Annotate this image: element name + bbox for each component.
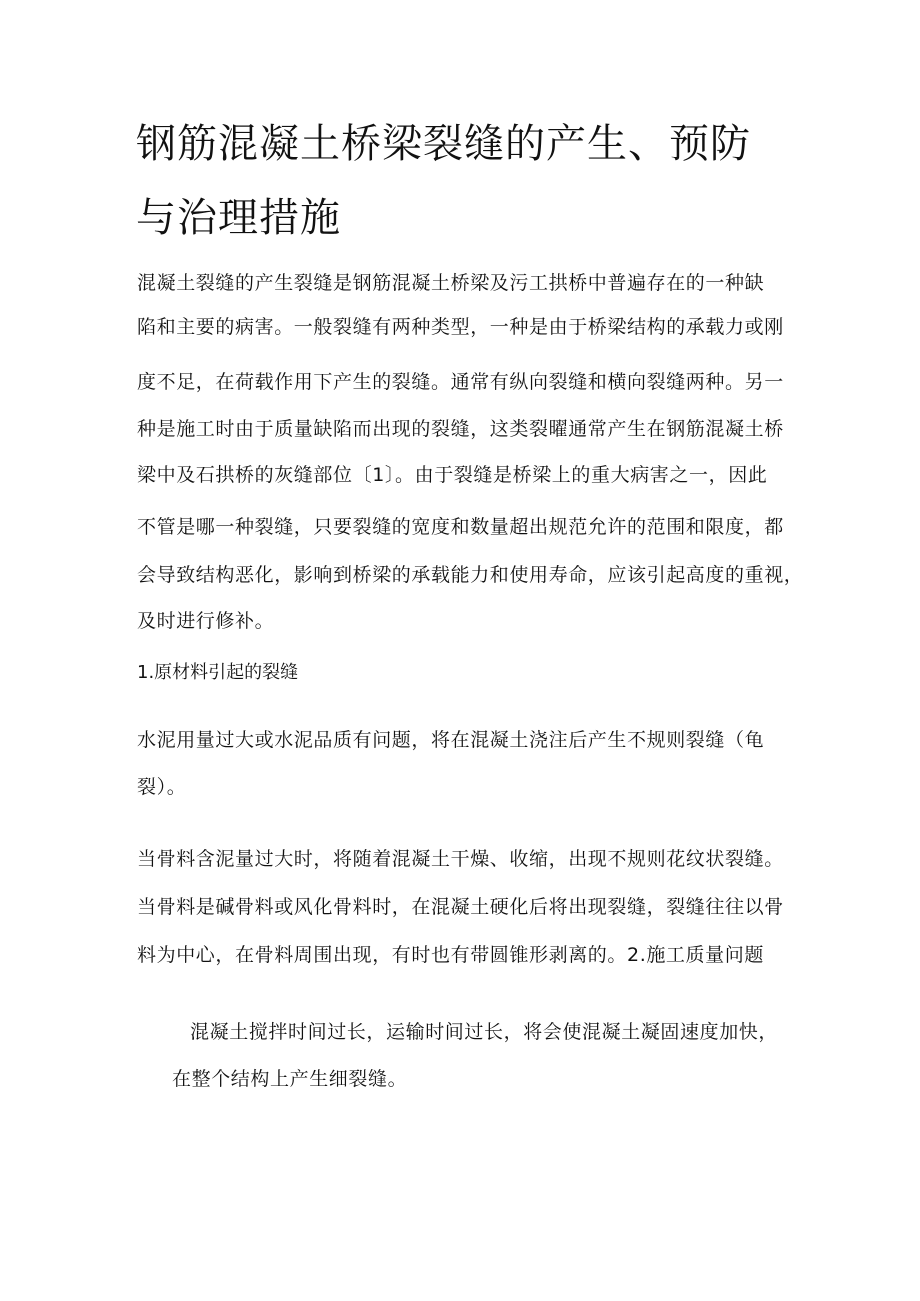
paragraph-line: 混凝土搅拌时间过长，运输时间过长，将会使混凝土凝固速度加快，: [190, 1021, 779, 1043]
paragraph-line: 当骨料含泥量过大时，将随着混凝土干燥、收缩，出现不规则花纹状裂缝。: [137, 848, 784, 870]
section-heading-raw-materials: 1.原材料引起的裂缝: [137, 662, 299, 683]
paragraph-line: 水泥用量过大或水泥品质有问题，将在混凝土浇注后产生不规则裂缝（龟: [137, 729, 765, 751]
intro-line: 及时进行修补。: [137, 610, 275, 632]
intro-line: 陷和主要的病害。一般裂缝有两种类型，一种是由于桥梁结构的承载力或刚: [137, 316, 784, 338]
paragraph-line: 裂）。: [137, 776, 187, 798]
intro-line: 梁中及石拱桥的灰缝部位〔1〕。由于裂缝是桥梁上的重大病害之一，因此: [137, 464, 768, 486]
intro-line: 种是施工时由于质量缺陷而出现的裂缝，这类裂曜通常产生在钢筋混凝土桥: [137, 418, 784, 440]
intro-line: 会导致结构恶化，影响到桥梁的承载能力和使用寿命，应该引起高度的重视，: [137, 564, 804, 586]
paragraph-line: 当骨料是碱骨料或风化骨料时，在混凝土硬化后将出现裂缝，裂缝往往以骨: [137, 896, 784, 918]
document-title-line-1: 钢筋混凝土桥梁裂缝的产生、预防: [136, 121, 751, 167]
intro-line: 不管是哪一种裂缝，只要裂缝的宽度和数量超出规范允许的范围和限度，都: [137, 516, 784, 538]
paragraph-line: 在整个结构上产生细裂缝。: [172, 1068, 408, 1090]
document-title-line-2: 与治理措施: [136, 195, 341, 241]
intro-line: 度不足，在荷载作用下产生的裂缝。通常有纵向裂缝和横向裂缝两种。另一: [137, 371, 784, 393]
intro-line: 混凝土裂缝的产生裂缝是钢筋混凝土桥梁及污工拱桥中普遍存在的一种缺: [137, 272, 765, 294]
paragraph-line: 料为中心，在骨料周围出现，有时也有带圆锥形剥离的。2.施工质量问题: [137, 944, 764, 966]
